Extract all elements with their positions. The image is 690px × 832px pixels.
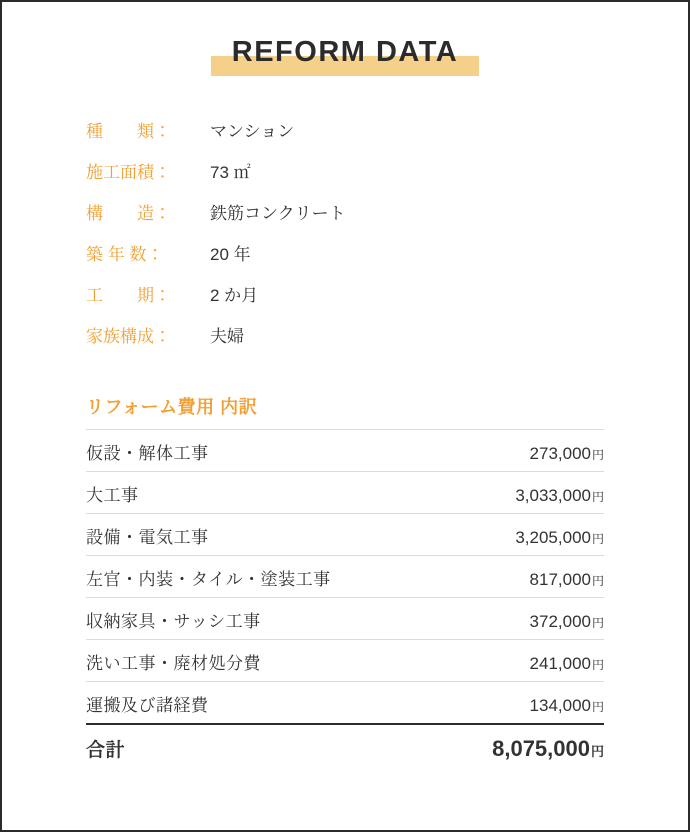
- spec-list: [2, 117, 688, 347]
- table-row: [86, 429, 604, 471]
- breakdown-heading: リフォーム費用 内訳: [86, 397, 258, 417]
- spec-row: [86, 199, 688, 224]
- spec-row: [86, 281, 688, 306]
- spec-label: 工 期：: [86, 286, 171, 305]
- table-row: [86, 471, 604, 513]
- table-row: [86, 597, 604, 639]
- table-row: [86, 555, 604, 597]
- cost-item-amount: [530, 654, 604, 674]
- spec-row: [86, 322, 688, 347]
- cost-value: 273,000: [529, 444, 591, 463]
- cost-item-name: 大工事: [86, 486, 139, 505]
- spec-value: マンション: [210, 122, 295, 141]
- table-row: [86, 639, 604, 681]
- spec-row: [86, 240, 688, 265]
- spec-label: 構 造：: [86, 204, 171, 223]
- cost-item-name: 洗い工事・廃材処分費: [86, 654, 261, 673]
- spec-value: 73 ㎡: [210, 163, 251, 182]
- total-label: 合計: [86, 740, 126, 761]
- spec-label: 種 類：: [86, 122, 171, 141]
- table-row: [86, 513, 604, 555]
- cost-item-name: 収納家具・サッシ工事: [86, 612, 261, 631]
- cost-value: 817,000: [529, 570, 591, 589]
- cost-value: 3,205,000: [515, 528, 591, 547]
- cost-value: 241,000: [529, 654, 591, 673]
- cost-value: 372,000: [529, 612, 591, 631]
- page-title: REFORM DATA: [231, 36, 459, 68]
- currency-unit: 円: [591, 448, 604, 462]
- currency-unit: 円: [591, 658, 604, 672]
- cost-value: 134,000: [529, 696, 591, 715]
- cost-item-name: 左官・内装・タイル・塗装工事: [86, 570, 331, 589]
- table-row: [86, 681, 604, 723]
- cost-item-name: 仮設・解体工事: [86, 444, 209, 463]
- cost-item-name: 運搬及び諸経費: [86, 696, 209, 715]
- spec-label: 施工面積：: [86, 163, 171, 182]
- spec-label: 家族構成：: [86, 327, 171, 346]
- cost-item-amount: [530, 444, 604, 464]
- cost-value: 3,033,000: [515, 486, 591, 505]
- spec-row: [86, 117, 688, 142]
- currency-unit: 円: [591, 616, 604, 630]
- total-value: 8,075,000: [492, 736, 590, 761]
- cost-breakdown-table: [86, 429, 604, 769]
- title-block: [2, 36, 688, 69]
- spec-value: 2 か月: [210, 286, 259, 305]
- currency-unit: 円: [591, 490, 604, 504]
- total-amount: [492, 736, 604, 762]
- cost-item-amount: [515, 486, 604, 506]
- cost-item-amount: [530, 696, 604, 716]
- cost-item-amount: [530, 570, 604, 590]
- spec-row: [86, 158, 688, 183]
- spec-value: 夫婦: [210, 327, 244, 346]
- spec-label: 築 年 数：: [86, 245, 164, 264]
- currency-unit: 円: [591, 574, 604, 588]
- currency-unit: 円: [591, 532, 604, 546]
- cost-item-name: 設備・電気工事: [86, 528, 209, 547]
- currency-unit: 円: [591, 700, 604, 714]
- cost-item-amount: [530, 612, 604, 632]
- cost-item-amount: [515, 528, 604, 548]
- currency-unit: 円: [590, 744, 604, 759]
- spec-value: 鉄筋コンクリート: [210, 204, 346, 223]
- table-row-total: [86, 723, 604, 769]
- spec-value: 20 年: [210, 245, 251, 264]
